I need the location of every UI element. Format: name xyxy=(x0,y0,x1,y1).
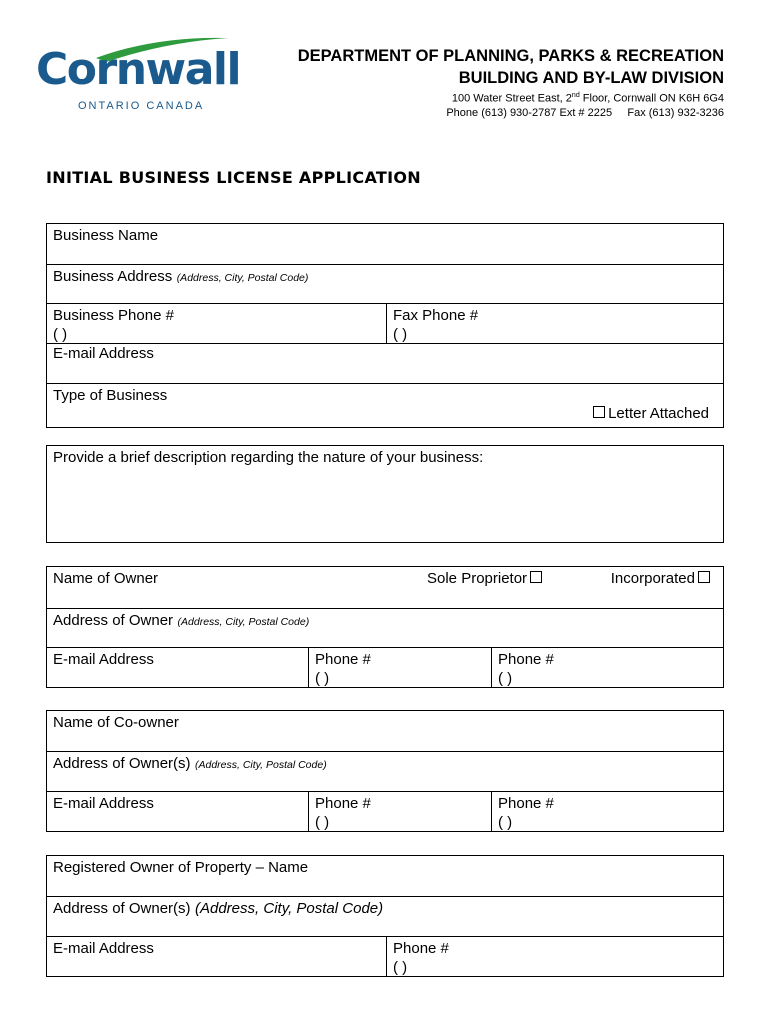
coowner-address-row[interactable] xyxy=(47,751,723,791)
description-label: Provide a brief description regarding the nature of your business: xyxy=(53,449,484,466)
sole-proprietor-option[interactable] xyxy=(427,569,545,589)
owner-phone-label-1: Phone # xyxy=(315,651,371,668)
letter-attached-label: Letter Attached xyxy=(608,405,709,422)
business-phone-label: Business Phone # xyxy=(53,307,174,324)
owner-phone-field-2[interactable] xyxy=(491,648,723,687)
business-name-label: Business Name xyxy=(53,227,159,244)
street-address: 100 Water Street East, 2nd Floor, Cornwall ON K6H 6G4 xyxy=(451,92,724,105)
sole-proprietor-label: Sole Proprietor xyxy=(427,570,528,587)
property-owner-contact-row xyxy=(47,936,723,976)
owner-address-label: Address of Owner xyxy=(53,612,174,629)
type-of-business-row[interactable] xyxy=(47,383,723,427)
business-phone-area-code: ( ) xyxy=(53,326,68,343)
fax-phone-label: Fax Phone # xyxy=(393,307,479,324)
owner-phone-area-code-2: ( ) xyxy=(498,670,513,687)
coowner-section xyxy=(46,710,724,832)
letter-attached-checkbox[interactable] xyxy=(593,406,605,418)
property-owner-phone-area-code: ( ) xyxy=(393,959,408,976)
letter-attached-option[interactable] xyxy=(590,404,709,424)
coowner-phone-field-2[interactable] xyxy=(491,792,723,831)
coowner-name-label: Name of Co-owner xyxy=(53,714,179,731)
form-title: INITIAL BUSINESS LICENSE APPLICATION xyxy=(46,168,421,187)
coowner-address-label: Address of Owner(s) xyxy=(53,755,191,772)
description-section[interactable] xyxy=(46,445,724,543)
business-section xyxy=(46,223,724,428)
owner-section xyxy=(46,566,724,688)
owner-phone-area-code-1: ( ) xyxy=(315,670,330,687)
division-name: BUILDING AND BY-LAW DIVISION xyxy=(458,69,724,87)
coowner-email-label: E-mail Address xyxy=(53,795,154,812)
cornwall-logo xyxy=(36,34,241,114)
business-address-hint: (Address, City, Postal Code) xyxy=(176,272,309,284)
business-address-label: Business Address xyxy=(53,268,173,285)
owner-phone-field-1[interactable] xyxy=(308,648,491,687)
property-owner-email-label: E-mail Address xyxy=(53,940,154,957)
coowner-address-hint: (Address, City, Postal Code) xyxy=(195,759,327,771)
coowner-phone-area-code-2: ( ) xyxy=(498,814,513,831)
property-owner-address-label: Address of Owner(s) xyxy=(53,900,191,917)
sole-proprietor-checkbox[interactable] xyxy=(530,571,542,583)
owner-name-label: Name of Owner xyxy=(53,570,159,587)
business-email-label: E-mail Address xyxy=(53,345,154,362)
fax-phone-area-code: ( ) xyxy=(393,326,408,343)
property-owner-phone-field[interactable] xyxy=(386,937,723,976)
property-owner-name-label: Registered Owner of Property – Name xyxy=(53,859,309,876)
business-phone-row xyxy=(47,303,723,343)
business-name-row[interactable] xyxy=(47,224,723,264)
coowner-email-field[interactable] xyxy=(47,792,308,831)
property-owner-email-field[interactable] xyxy=(47,937,386,976)
owner-contact-row xyxy=(47,647,723,687)
owner-email-field[interactable] xyxy=(47,648,308,687)
fax-phone-field[interactable] xyxy=(386,304,723,343)
fax-number: Fax (613) 932-3236 xyxy=(627,106,724,119)
type-of-business-label: Type of Business xyxy=(53,387,168,404)
department-name: DEPARTMENT OF PLANNING, PARKS & RECREATION xyxy=(297,47,724,65)
owner-email-label: E-mail Address xyxy=(53,651,154,668)
property-owner-address-row[interactable] xyxy=(47,896,723,936)
business-phone-field[interactable] xyxy=(47,304,386,343)
property-owner-phone-label: Phone # xyxy=(393,940,449,957)
coowner-phone-field-1[interactable] xyxy=(308,792,491,831)
department-header xyxy=(298,45,724,120)
business-address-row[interactable] xyxy=(47,264,723,303)
business-email-row[interactable] xyxy=(47,343,723,383)
incorporated-option[interactable] xyxy=(611,569,713,589)
owner-address-row[interactable] xyxy=(47,608,723,647)
incorporated-checkbox[interactable] xyxy=(698,571,710,583)
contact-numbers xyxy=(298,106,724,120)
owner-name-row[interactable] xyxy=(47,567,723,608)
owner-phone-label-2: Phone # xyxy=(498,651,554,668)
coowner-contact-row xyxy=(47,791,723,831)
property-owner-section xyxy=(46,855,724,977)
coowner-phone-area-code-1: ( ) xyxy=(315,814,330,831)
coowner-phone-label-1: Phone # xyxy=(315,795,371,812)
phone-number: Phone (613) 930-2787 Ext # 2225 xyxy=(446,106,613,119)
property-owner-name-row[interactable] xyxy=(47,856,723,896)
logo-wordmark: Cornwall xyxy=(36,44,241,95)
incorporated-label: Incorporated xyxy=(610,570,695,587)
property-owner-address-hint: (Address, City, Postal Code) xyxy=(195,900,384,917)
coowner-name-row[interactable] xyxy=(47,711,723,751)
owner-address-hint: (Address, City, Postal Code) xyxy=(177,616,310,628)
logo-subtitle: ONTARIO CANADA xyxy=(78,100,205,112)
coowner-phone-label-2: Phone # xyxy=(498,795,554,812)
